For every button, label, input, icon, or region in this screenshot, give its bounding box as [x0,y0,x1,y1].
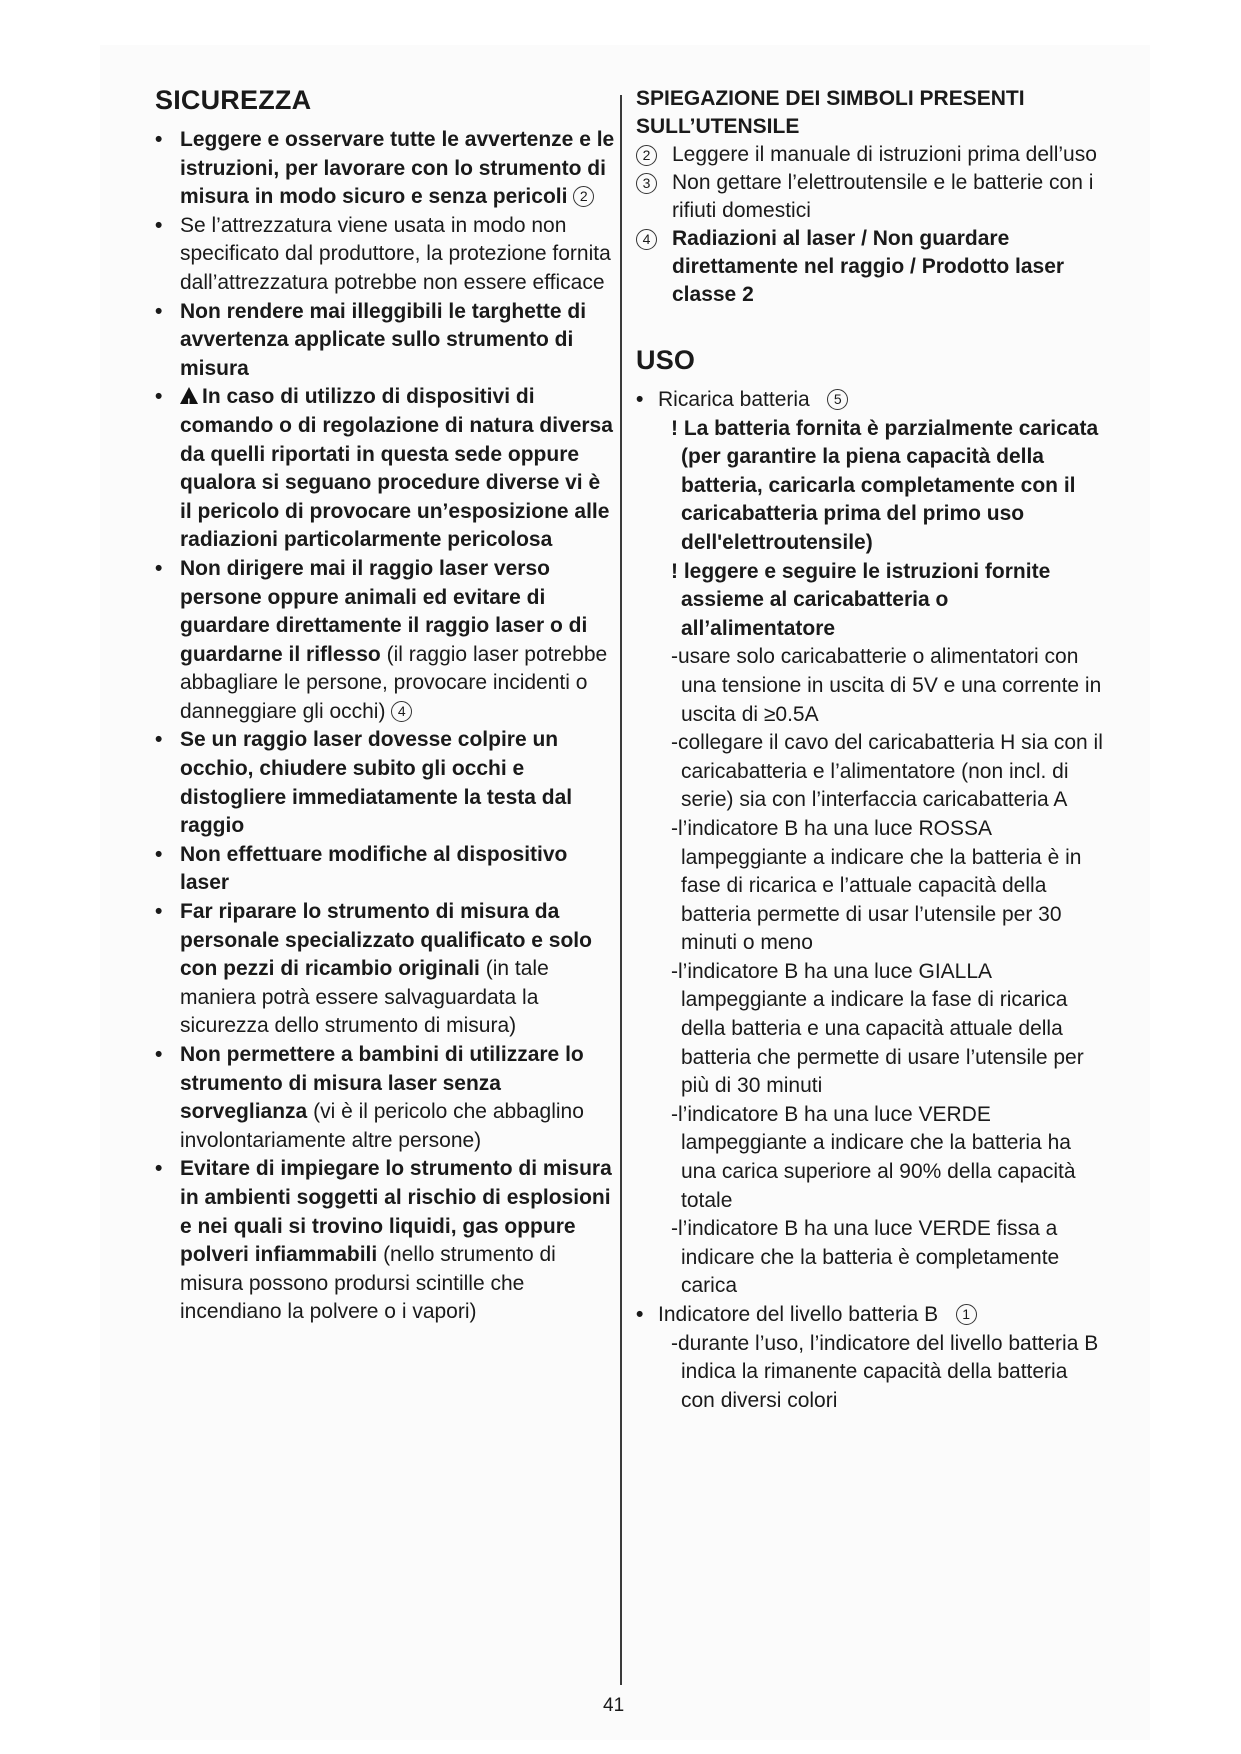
charge-note-1: ! La batteria fornita è parzialmente caricata (per garantire la piena capacità della batteria, caricarla completamente con il caricabatteria prima del primo uso dell'elettroutensile) [671,416,1099,554]
safety-item-9: • Non permettere a bambini di utilizzare lo strumento di misura laser senza sorveglianza (vi è il pericolo che abbaglino involontariamente altre persone) [155,1043,584,1152]
battery-level-step-1: -durante l’uso, l’indicatore del livello batteria B indica la rimanente capacità della batteria con diversi colori [671,1331,1099,1412]
safety-item-7: • Non effettuare modifiche al dispositivo laser [155,842,568,895]
symbol-row-3: 3 Non gettare l’elettroutensile e le batterie con i rifiuti domestici [636,169,1106,225]
charge-step-6: -l’indicatore B ha una luce VERDE fissa a indicare che la batteria è completamente carica [671,1217,1060,1298]
symbol-2-icon: 2 [636,145,657,166]
safety-item-6: • Se un raggio laser dovesse colpire un occhio, chiudere subito gli occhi e distogliere immediatamente la testa dal raggio [155,728,573,838]
symbol-4-icon: 4 [391,701,412,722]
charge-step-3: -l’indicatore B ha una luce ROSSA lampeggiante a indicare che la batteria è in fase di ricarica e l’attuale capacità della batteria permette di usar l’utensile per 30 minuti o meno [671,816,1082,955]
symbol-3-icon: 3 [636,173,657,194]
charge-step-2: -collegare il cavo del caricabatteria H sia con il caricabatteria e l’alimentatore (non incl. di serie) sia con l’interfaccia caricabatteria A [671,731,1103,812]
symbols-title: SPIEGAZIONE DEI SIMBOLI PRESENTI SULL’UTENSILE [636,87,1025,138]
warning-triangle-icon [180,387,198,404]
battery-level-heading: • Indicatore del livello batteria B 1 [636,1301,1106,1330]
charge-step-4: -l’indicatore B ha una luce GIALLA lampeggiante a indicare la fase di ricarica della batteria e una capacità attuale della batteria che permette di usare l’utensile per più di 30 minuti [671,959,1084,1098]
charge-step-5: -l’indicatore B ha una luce VERDE lampeggiante a indicare che la batteria ha una carica superiore al 90% della capacità totale [671,1102,1076,1212]
safety-column [155,85,615,1327]
safety-item-5: • Non dirigere mai il raggio laser verso persone oppure animali ed evitare di guardare direttamente il raggio laser o di guardarne il riflesso (il raggio laser potrebbe abbagliare le persone, provocare incidenti o danneggiare gli occhi) 4 [155,556,608,723]
safety-item-3: • Non rendere mai illeggibili le targhette di avvertenza applicate sullo strumento di misura [155,299,587,380]
symbol-1-icon: 1 [956,1304,977,1325]
safety-item-4: • ! In caso di utilizzo di dispositivi di comando o di regolazione di natura diversa da quelli riportati in questa sede oppure qualora si seguano procedure diverse vi è il pericolo di provocare un’esposizione alle radiazioni particolarmente pericolosa [155,383,615,555]
safety-item-8: • Far riparare lo strumento di misura da personale specializzato qualificato e solo con pezzi di ricambio originali (in tale maniera potrà essere salvaguardata la sicurezza dello strumento di misura) [155,900,592,1038]
uso-title: USO [636,345,696,375]
symbol-row-2: 2 Leggere il manuale di istruzioni prima dell’uso [636,141,1106,169]
safety-item-1: • Leggere e osservare tutte le avvertenze e le istruzioni, per lavorare con lo strumento di misura in modo sicuro e senza pericoli 2 [155,128,615,209]
charge-note-2: ! leggere e seguire le istruzioni fornite assieme al caricabatteria o all’alimentatore [671,559,1051,640]
safety-item-10: • Evitare di impiegare lo strumento di misura in ambienti soggetti al rischio di esplosioni e nei quali si trovino liquidi, gas oppure polveri infiammabili (nello strumento di misura possono prodursi scintille che incendiano la polvere o i vapori) [155,1157,612,1324]
page-number: 41 [603,1695,625,1716]
symbol-5-icon: 5 [827,389,848,410]
column-divider [620,95,622,1685]
symbol-row-4: 4 Radiazioni al laser / Non guardare direttamente nel raggio / Prodotto laser classe 2 [636,225,1106,309]
charge-heading: • Ricarica batteria 5 [636,386,1106,415]
safety-item-2: • Se l’attrezzatura viene usata in modo non specificato dal produttore, la protezione fornita dall’attrezzatura potrebbe non essere efficace [155,213,611,294]
symbol-4-icon: 4 [636,229,657,250]
symbols-and-use-column [636,85,1106,1415]
symbol-2-icon: 2 [573,186,594,207]
charge-step-1: -usare solo caricabatterie o alimentatori con una tensione in uscita di 5V e una corrente in uscita di ≥0.5A [671,645,1102,726]
safety-title: SICUREZZA [155,85,312,115]
